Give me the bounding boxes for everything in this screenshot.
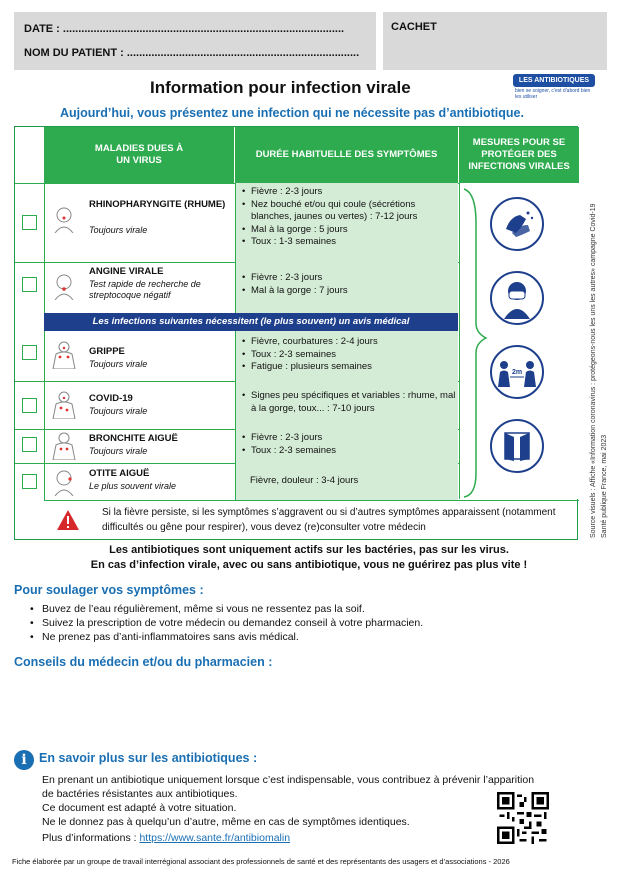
symptom-list bbox=[242, 390, 457, 415]
row-rhinopharyngite-duration bbox=[235, 183, 458, 262]
disease-name: GRIPPE bbox=[89, 346, 125, 357]
disease-sub: Toujours virale bbox=[89, 406, 148, 416]
side-credit-line1: Source visuels : Affiche «Information coronavirus : protégeons-nous les uns les autres» campagne Covid-19 bbox=[590, 203, 597, 538]
symptom-item: • Toux : 2-3 semaines bbox=[242, 445, 452, 458]
disease-name: BRONCHITE AIGUË bbox=[89, 433, 178, 444]
date-label: DATE : bbox=[24, 23, 60, 35]
row-otite bbox=[44, 463, 234, 500]
disease-sub: Test rapide de recherche de streptocoque négatif bbox=[89, 279, 201, 300]
relief-list bbox=[42, 602, 423, 644]
symptom-list bbox=[242, 272, 452, 297]
symptom-item: • Nez bouché et/ou qui coule (sécrétions blanches, jaunes ou vertes) : 7-12 jours bbox=[242, 199, 452, 224]
disease-sub: Toujours virale bbox=[89, 359, 148, 369]
symptom-item: Fièvre, douleur : 3-4 jours bbox=[250, 475, 359, 486]
disease-name: COVID-19 bbox=[89, 393, 133, 404]
qr-code-icon[interactable] bbox=[497, 792, 549, 844]
symptom-list bbox=[242, 336, 452, 374]
antibiomalin-link[interactable]: https://www.sante.fr/antibiomalin bbox=[139, 832, 291, 844]
row-covid-duration bbox=[235, 381, 458, 429]
row-angine bbox=[44, 262, 234, 313]
handwash-icon bbox=[490, 197, 544, 251]
row-bronchite-duration bbox=[235, 429, 458, 463]
cachet-box bbox=[383, 12, 607, 70]
info-more-label: Plus d’informations : bbox=[42, 832, 140, 844]
symptom-item: • Toux : 2-3 semaines bbox=[242, 349, 452, 362]
measures-column bbox=[459, 183, 579, 499]
advice-heading: Conseils du médecin et/ou du pharmacien : bbox=[14, 655, 273, 669]
page-subtitle: Aujourd’hui, vous présentez une infection qui ne nécessite pas d’antibiotique. bbox=[60, 106, 524, 120]
header-measures: MESURES POUR SE PROTÉGER DES INFECTIONS VIRALES bbox=[459, 127, 579, 183]
row-rhinopharyngite bbox=[44, 183, 234, 262]
conclusion-line2: En cas d’infection virale, avec ou sans antibiotique, vous ne guérirez pas plus vite ! bbox=[90, 559, 528, 571]
symptom-item: • Fièvre, courbatures : 2-4 jours bbox=[242, 336, 452, 349]
date-dots: ............................................................................................ bbox=[62, 23, 345, 35]
symptom-item: • Toux : 1-3 semaines bbox=[242, 236, 452, 249]
row-otite-duration bbox=[235, 463, 458, 500]
disease-sub: Le plus souvent virale bbox=[89, 481, 177, 491]
brace-icon bbox=[460, 183, 490, 499]
row-grippe bbox=[44, 331, 234, 381]
disease-sub: Toujours virale bbox=[89, 446, 148, 456]
header-diseases: MALADIES DUES À UN VIRUS bbox=[44, 127, 234, 183]
relief-item: • Suivez la prescription de votre médecin ou demandez conseil à votre pharmacien. bbox=[42, 616, 423, 630]
distance-icon bbox=[490, 345, 544, 399]
header-duration: DURÉE HABITUELLE DES SYMPTÔMES bbox=[235, 127, 458, 183]
side-credit bbox=[590, 128, 618, 538]
patient-dots: ............................................................................ bbox=[126, 47, 360, 59]
body-icon bbox=[51, 432, 77, 460]
warning-row bbox=[44, 500, 579, 540]
info-text-3: Ce document est adapté à votre situation. bbox=[42, 802, 237, 814]
row-grippe-duration bbox=[235, 331, 458, 381]
info-more-line bbox=[42, 831, 290, 845]
cachet-label: CACHET bbox=[391, 21, 437, 33]
symptom-list bbox=[242, 432, 452, 457]
row-covid bbox=[44, 381, 234, 429]
symptom-item: • Signes peu spécifiques et variables : rhume, mal à la gorge, toux... : 7-10 jours bbox=[242, 390, 457, 415]
symptom-item: • Fièvre : 2-3 jours bbox=[242, 186, 452, 199]
symptom-list bbox=[242, 186, 452, 249]
checkbox-otite[interactable] bbox=[22, 474, 37, 489]
disease-name: OTITE AIGUË bbox=[89, 468, 150, 479]
disease-name: ANGINE VIRALE bbox=[89, 266, 164, 277]
patient-label: NOM DU PATIENT : bbox=[24, 47, 124, 59]
checkbox-grippe[interactable] bbox=[22, 345, 37, 360]
checkbox-rhinopharyngite[interactable] bbox=[22, 215, 37, 230]
info-text-4: Ne le donnez pas à quelqu’un d’autre, même en cas de symptômes identiques. bbox=[42, 816, 410, 828]
distance-label: 2m bbox=[511, 369, 523, 376]
head-icon bbox=[51, 205, 77, 233]
checkbox-angine[interactable] bbox=[22, 277, 37, 292]
patient-line[interactable] bbox=[24, 47, 359, 59]
header-fields-box bbox=[14, 12, 376, 70]
checkbox-covid[interactable] bbox=[22, 398, 37, 413]
relief-item: • Ne prenez pas d’anti-inflammatoires sans avis médical. bbox=[42, 630, 423, 644]
warning-text: Si la fièvre persiste, si les symptômes s’aggravent ou si d’autres symptômes apparaissent (notamment difficultés ou gêne pour respirer), vous devez (re)consulter votre médecin bbox=[102, 507, 556, 533]
relief-item: • Buvez de l’eau régulièrement, même si vous ne ressentez pas la soif. bbox=[42, 602, 423, 616]
footer-credit: Fiche élaborée par un groupe de travail interrégional associant des professionnels de santé et des représentants des usagers et d’associations - 2026 bbox=[12, 857, 510, 866]
symptom-item: • Fièvre : 2-3 jours bbox=[242, 432, 452, 445]
symptom-item: • Fatigue : plusieurs semaines bbox=[242, 361, 452, 374]
symptom-item: • Fièvre : 2-3 jours bbox=[242, 272, 452, 285]
disease-sub: Toujours virale bbox=[89, 225, 148, 235]
logo-badge: LES ANTIBIOTIQUES bbox=[513, 74, 595, 87]
side-credit-line2: Santé publique France, mai 2023 bbox=[601, 434, 608, 538]
antibiotiques-logo bbox=[513, 74, 595, 104]
symptom-item: • Mal à la gorge : 7 jours bbox=[242, 285, 452, 298]
medical-advice-banner: Les infections suivantes nécessitent (le plus souvent) un avis médical bbox=[44, 313, 458, 331]
info-text-2: de bactéries résistantes aux antibiotiques. bbox=[42, 788, 238, 800]
conclusion-line1: Les antibiotiques sont uniquement actifs sur les bactéries, pas sur les virus. bbox=[109, 544, 509, 556]
row-angine-duration bbox=[235, 262, 458, 313]
relief-heading: Pour soulager vos symptômes : bbox=[14, 583, 204, 597]
info-heading: En savoir plus sur les antibiotiques : bbox=[39, 751, 258, 765]
ventilate-icon bbox=[490, 419, 544, 473]
info-text-1: En prenant un antibiotique uniquement lorsque c’est indispensable, vous contribuez à prévenir l’apparition bbox=[42, 774, 535, 786]
logo-tagline: bien se soigner, c'est d'abord bien les utiliser bbox=[515, 88, 591, 100]
body-icon bbox=[51, 391, 77, 419]
warning-icon bbox=[56, 509, 80, 531]
disease-name: RHINOPHARYNGITE (RHUME) bbox=[89, 199, 226, 210]
infections-table bbox=[14, 126, 578, 540]
info-icon: i bbox=[14, 750, 34, 770]
row-bronchite bbox=[44, 429, 234, 463]
body-icon bbox=[51, 341, 77, 369]
mask-icon bbox=[490, 271, 544, 325]
page-title: Information pour infection virale bbox=[150, 78, 411, 97]
checkbox-bronchite[interactable] bbox=[22, 437, 37, 452]
symptom-item: • Mal à la gorge : 5 jours bbox=[242, 224, 452, 237]
head-icon bbox=[51, 468, 77, 496]
date-line[interactable] bbox=[24, 23, 344, 35]
head-icon bbox=[51, 272, 77, 300]
